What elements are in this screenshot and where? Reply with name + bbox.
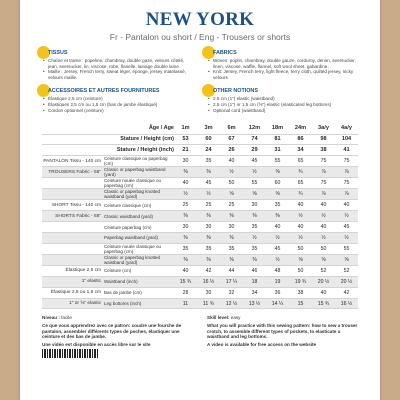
row-label: [42, 189, 174, 200]
table-row: [42, 167, 358, 178]
section-other-notions: [207, 88, 358, 113]
table-cell: 65: [297, 158, 304, 165]
table-cell: ⅜: [174, 167, 197, 178]
table-cell: 60: [274, 180, 281, 187]
section-title: TISSUS: [48, 50, 68, 56]
row-item-label: Waistband (inch): [104, 279, 138, 285]
row-item-label: Ceinture nouée classique ou paperbag (cm): [104, 243, 162, 254]
table-cell: 16 ½: [197, 276, 220, 287]
footer-fr: [42, 315, 193, 360]
table-cell: 40: [320, 224, 327, 231]
table-cell: 25: [205, 202, 212, 209]
table-row: [42, 243, 358, 254]
table-cell: ⅜: [220, 254, 243, 265]
table-cell: ⅝: [266, 167, 289, 178]
row-label: [42, 276, 174, 287]
section-title: OTHER NOTIONS: [213, 88, 258, 95]
barcode-icon: [42, 349, 98, 358]
header-cell: 74: [251, 136, 258, 143]
row-label: [42, 167, 174, 178]
header-cell: 60: [205, 136, 212, 143]
header-cell: 86: [297, 136, 304, 143]
table-cell: 40: [343, 202, 350, 209]
table-cell: 25: [228, 202, 235, 209]
table-row: [42, 233, 358, 244]
table-row: [42, 254, 358, 265]
pattern-sheet: [20, 0, 380, 400]
section-title: ACCESSOIRES ET AUTRES FOURNITURES: [48, 88, 160, 95]
table-cell: 15: [289, 298, 312, 309]
learn-text: Ce que vous apprendrez avec ce patron: coudre une fourche de pantalon, assembler différents types de poches, élastiquer une ceinture et des bas de jambe.: [42, 323, 182, 340]
table-cell: 75: [320, 180, 327, 187]
table-cell: 12 ½: [220, 298, 243, 309]
table-row: [42, 189, 358, 200]
header-cell: 34: [297, 147, 304, 154]
table-cell: 44: [228, 267, 235, 274]
table-cell: ⅝: [312, 254, 335, 265]
table-cell: ⅞: [335, 189, 358, 200]
table-row: [42, 156, 358, 167]
table-cell: 30: [205, 224, 212, 231]
table-cell: 20 ½: [335, 276, 358, 287]
video-text: A video is available for free access on the website: [207, 341, 317, 347]
list-item: • Chaîne et trame : popeline, chambray, double gaze, velours côtelé, jean, seersucker, lin, viscose, robe, flanelle, lainage double laine.: [42, 58, 193, 69]
table-cell: ⅜: [174, 233, 197, 244]
row-item-label: Paperbag waistband (yard): [104, 235, 159, 241]
table-cell: 34: [251, 289, 258, 296]
table-cell: 50: [320, 245, 327, 252]
header-cell: 3a/y: [318, 125, 329, 132]
list-item: • Woven: poplin, chambray, double gauze, corduroy, denim, seersucker, linen, viscose, waffle, flannel, soft wool sheet, gabardine.: [207, 58, 358, 69]
list-item: • Cordon optionnel (ceinture): [42, 108, 193, 114]
table-cell: ⅜: [243, 211, 266, 222]
table-cell: 18: [243, 276, 266, 287]
table-cell: 30: [205, 289, 212, 296]
table-cell: 40: [297, 224, 304, 231]
table-row: [42, 222, 358, 233]
row-item-label: Ceinture classique (cm): [104, 202, 152, 208]
section-title: FABRICS: [213, 50, 237, 56]
table-cell: ½: [266, 254, 289, 265]
table-cell: ⅜: [197, 167, 220, 178]
table-cell: ⅜: [174, 211, 197, 222]
table-cell: 30: [182, 158, 189, 165]
row-label: [42, 178, 174, 189]
level-label: Niveau :: [42, 315, 60, 321]
table-cell: 35: [228, 245, 235, 252]
table-cell: 40: [297, 202, 304, 209]
table-cell: ⅝: [266, 189, 289, 200]
table-cell: ½: [335, 211, 358, 222]
header-cell: 67: [228, 136, 235, 143]
table-cell: ⅝: [220, 189, 243, 200]
table-cell: ¾: [289, 167, 312, 178]
table-row: [42, 211, 358, 222]
table-cell: 15 ¾: [174, 276, 197, 287]
row-label: [42, 233, 174, 244]
list-item: • Élastique 2,5 cm (ceinture): [42, 96, 193, 102]
table-cell: 45: [274, 245, 281, 252]
row-label: [42, 287, 174, 298]
list-item: • Maille : Jersey, French terry, sweat léger, éponge, jersey matelassé, velours maille.: [42, 69, 193, 80]
table-cell: ⅝: [289, 254, 312, 265]
header-cell: 12m: [248, 125, 261, 132]
table-cell: ⅜: [197, 233, 220, 244]
table-cell: 55: [274, 158, 281, 165]
table-cell: 35: [251, 224, 258, 231]
table-cell: ½: [289, 233, 312, 244]
row-item-label: Ceinture (cm): [104, 268, 132, 274]
table-cell: 75: [320, 158, 327, 165]
table-cell: 55: [343, 245, 350, 252]
table-cell: 25: [182, 202, 189, 209]
header-cell: 41: [343, 147, 350, 154]
row-group-label: PANTALON Tissu - 140 cm: [43, 158, 101, 164]
table-cell: 11 ¾: [197, 298, 220, 309]
row-item-label: Leg bottoms (inch): [104, 301, 142, 306]
table-cell: ½: [312, 233, 335, 244]
header-cell: 53: [182, 136, 189, 143]
row-label: [42, 265, 174, 276]
header-cell: 6m: [227, 125, 236, 132]
header-cell: 29: [251, 147, 258, 154]
row-item-label: Ceinture nouée classique ou paperbag (cm): [104, 178, 162, 189]
table-cell: 15 ¾: [312, 298, 335, 309]
row-label: [42, 211, 174, 222]
table-cell: 45: [343, 224, 350, 231]
list-item: • 2.5 cm (1") or 1.5 cm (⅝") elastic (elasticated leg bottoms): [207, 102, 358, 108]
table-cell: 19 ¾: [289, 276, 312, 287]
table-cell: 40: [182, 180, 189, 187]
table-cell: ⅜: [266, 211, 289, 222]
table-cell: ½: [289, 211, 312, 222]
row-label: [42, 200, 174, 211]
header-cell: 4a/y: [341, 125, 352, 132]
list-item: • Élastiques 2,5 cm ou 1,5 cm (bas de jambe élastiqué): [42, 102, 193, 108]
section-accessoires: [42, 88, 193, 113]
table-cell: 30: [251, 202, 258, 209]
row-item-label: Classic waistband (yard): [104, 213, 154, 219]
list-item: • 2.5 cm (1") elastic (waistband): [207, 96, 358, 102]
table-cell: 35: [274, 202, 281, 209]
table-cell: 35: [251, 245, 258, 252]
level-value: easy: [230, 315, 241, 321]
header-cell: 21: [182, 147, 189, 154]
row-item-label: Classic or paperbag knotted waistband (yard): [104, 254, 161, 265]
header-cell: 1m: [181, 125, 190, 132]
table-cell: 16 ½: [335, 298, 358, 309]
table-cell: 35: [182, 245, 189, 252]
table-cell: 40: [274, 224, 281, 231]
table-cell: 17 ¼: [220, 276, 243, 287]
video-text: Une vidéo est disponible en accès libre sur le site: [42, 341, 151, 347]
table-cell: 52: [320, 267, 327, 274]
table-cell: ½: [266, 233, 289, 244]
table-cell: ⅞: [312, 189, 335, 200]
table-cell: 40: [182, 267, 189, 274]
table-header-row: [42, 145, 358, 156]
table-cell: 75: [343, 180, 350, 187]
table-row: [42, 265, 358, 276]
header-cell: 26: [228, 147, 235, 154]
table-cell: ⅜: [174, 254, 197, 265]
table-cell: 30: [182, 224, 189, 231]
table-cell: 48: [274, 267, 281, 274]
level-label: Skill level:: [207, 315, 230, 321]
header-cell: 98: [320, 136, 327, 143]
table-cell: ⅞: [312, 167, 335, 178]
table-cell: 42: [343, 289, 350, 296]
table-cell: 14 ¼: [266, 298, 289, 309]
table-cell: 35: [205, 245, 212, 252]
materials-columns: [20, 42, 380, 113]
table-cell: 50: [297, 267, 304, 274]
section-fabrics: [207, 50, 358, 80]
table-cell: 40: [320, 202, 327, 209]
row-label: [42, 254, 174, 265]
level-value: facile: [61, 315, 72, 321]
list-item: • Optional cord (waistband): [207, 108, 358, 114]
table-cell: 19: [266, 276, 289, 287]
table-header-row: [42, 134, 358, 145]
size-chart-table: [42, 123, 358, 309]
table-row: [42, 298, 358, 309]
table-cell: 40: [320, 289, 327, 296]
table-cell: ⅝: [335, 254, 358, 265]
table-cell: ⅜: [220, 233, 243, 244]
table-cell: 42: [205, 267, 212, 274]
header-cell: 31: [274, 147, 281, 154]
row-item-label: Ceinture classique ou paperbag (cm): [104, 156, 168, 167]
row-label: [42, 298, 174, 309]
row-group-label: Élastique 2,5 cm: [65, 268, 101, 274]
footer-en: [207, 315, 358, 360]
row-item-label: Ceinture paperbag (cm): [104, 224, 152, 230]
row-group-label: Élastique 2,5 ou 1,5 cm: [50, 290, 101, 296]
table-row: [42, 200, 358, 211]
header-cell: 104: [341, 136, 352, 143]
table-cell: 20 ½: [312, 276, 335, 287]
header-label: Âge / Age: [148, 125, 174, 132]
row-group-label: SHORT Tissu - 140 cm: [51, 202, 101, 208]
row-label: [42, 156, 174, 167]
table-cell: 45: [251, 158, 258, 165]
table-cell: ½: [335, 233, 358, 244]
table-cell: ⅝: [243, 189, 266, 200]
row-label: [42, 222, 174, 233]
table-cell: 13 ½: [243, 298, 266, 309]
row-item-label: Classic or paperbag waistband (yard): [104, 167, 166, 178]
header-label: Stature / Height (cm): [120, 136, 174, 143]
header-cell: 24: [205, 147, 212, 154]
table-cell: 65: [297, 180, 304, 187]
row-item-label: Bas de jambe (cm): [104, 290, 142, 296]
table-cell: ½: [197, 189, 220, 200]
row-item-label: Classic or paperbag knotted waistband (yard): [104, 189, 161, 200]
table-cell: 40: [228, 158, 235, 165]
header-cell: 81: [274, 136, 281, 143]
list-item: • Knit: Jersey, French terry, light fleece, terry cloth, quilted jersey, nicky velours: [207, 69, 358, 80]
table-cell: 52: [343, 267, 350, 274]
table-cell: ½: [220, 167, 243, 178]
table-cell: 55: [251, 180, 258, 187]
header-cell: 38: [320, 147, 327, 154]
table-cell: ⅜: [220, 211, 243, 222]
table-cell: 50: [228, 180, 235, 187]
section-tissus: [42, 50, 193, 80]
table-cell: ⅞: [335, 167, 358, 178]
row-label: [42, 243, 174, 254]
table-cell: 50: [297, 245, 304, 252]
table-cell: 28: [182, 289, 189, 296]
table-cell: 32: [228, 289, 235, 296]
learn-text: What you will practice with this sewing pattern: how to sew a trouser crotch, to assemble different types of pockets, to elasticate a waistband and leg bottoms.: [207, 323, 358, 340]
header-cell: 3m: [204, 125, 213, 132]
materials-en: [207, 42, 358, 113]
table-cell: 11: [174, 298, 197, 309]
page-title: NEW YORK: [145, 9, 255, 30]
table-cell: 46: [251, 267, 258, 274]
table-cell: 38: [297, 289, 304, 296]
table-cell: 35: [205, 158, 212, 165]
table-cell: ½: [312, 211, 335, 222]
header-cell: 18m: [271, 125, 284, 132]
table-cell: ½: [174, 189, 197, 200]
table-cell: 45: [205, 180, 212, 187]
table-row: [42, 287, 358, 298]
table-cell: ⅜: [243, 254, 266, 265]
table-cell: ¾: [289, 189, 312, 200]
page-subtitle: Fr - Pantalon ou short / Eng - Trousers or shorts: [109, 32, 291, 42]
table-cell: 36: [274, 289, 281, 296]
table-cell: 30: [228, 224, 235, 231]
header-cell: 24m: [294, 125, 307, 132]
header-label: Stature / Height (inch): [116, 147, 174, 154]
materials-fr: [42, 42, 193, 113]
table-cell: ½: [243, 167, 266, 178]
row-group-label: SHORTS Fabric - 55": [55, 213, 101, 219]
table-cell: ⅜: [197, 254, 220, 265]
table-row: [42, 178, 358, 189]
table-cell: ½: [243, 233, 266, 244]
row-group-label: 1" or ⅝" elastic: [69, 301, 101, 306]
row-group-label: 1" elastic: [81, 279, 101, 285]
table-cell: ⅜: [197, 211, 220, 222]
table-cell: 75: [343, 158, 350, 165]
footer: [20, 315, 380, 360]
table-header-row: [42, 123, 358, 134]
table-row: [42, 276, 358, 287]
row-group-label: TROUSERS Fabric - 55": [48, 169, 101, 175]
